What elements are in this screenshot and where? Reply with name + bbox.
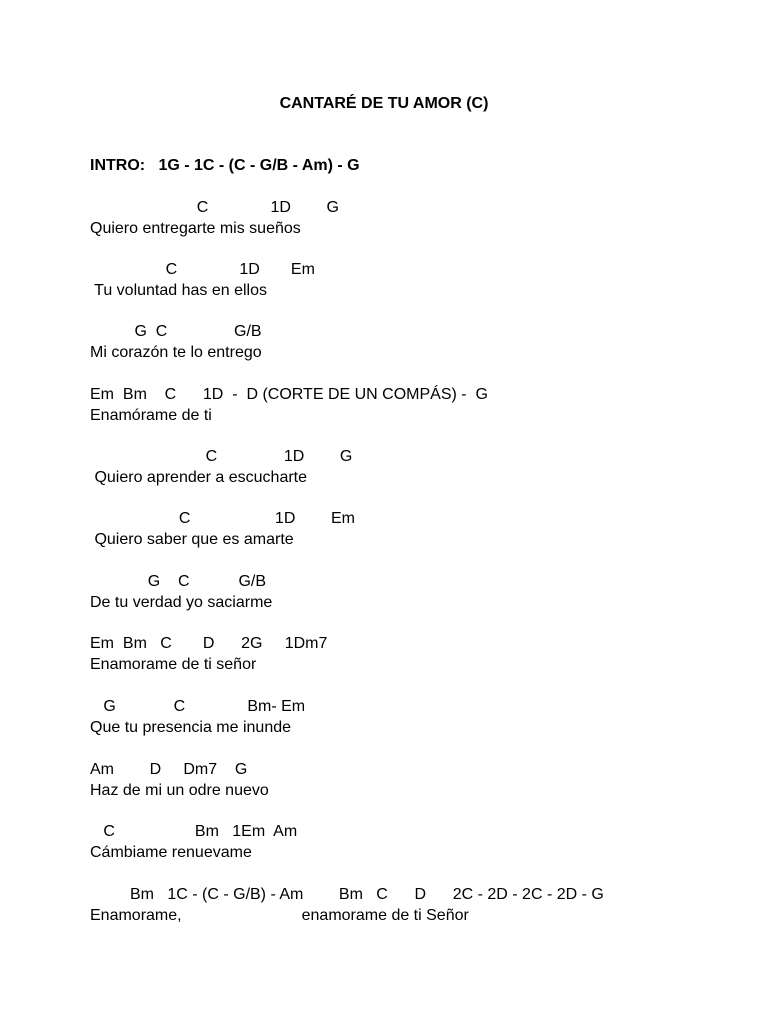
chord-line: Em Bm C D 2G 1Dm7 xyxy=(90,635,328,652)
lyric-line: Enamorame, enamorame de ti Señor xyxy=(90,907,469,924)
song-title: CANTARÉ DE TU AMOR (C) xyxy=(279,95,489,112)
lyric-line: Que tu presencia me inunde xyxy=(90,719,292,736)
intro-line: INTRO: 1G - 1C - (C - G/B - Am) - G xyxy=(90,157,360,174)
chord-line: C 1D G xyxy=(90,448,353,465)
lyric-line: Quiero saber que es amarte xyxy=(90,531,294,548)
lyric-line: Enamorame de ti señor xyxy=(90,656,257,673)
chord-line: Em Bm C 1D - D (CORTE DE UN COMPÁS) - G xyxy=(90,386,488,403)
chord-line: C Bm 1Em Am xyxy=(90,823,298,840)
lyric-line: De tu verdad yo saciarme xyxy=(90,594,273,611)
chord-line: C 1D Em xyxy=(90,510,355,527)
lyric-line: Cámbiame renuevame xyxy=(90,844,252,861)
lyric-line: Enamórame de ti xyxy=(90,407,212,424)
chord-line: C 1D G xyxy=(90,199,339,216)
lyric-line: Tu voluntad has en ellos xyxy=(90,282,268,299)
chord-line: G C G/B xyxy=(90,323,262,340)
chord-line: Am D Dm7 G xyxy=(90,761,248,778)
lyric-line: Quiero entregarte mis sueños xyxy=(90,220,301,237)
lyric-line: Quiero aprender a escucharte xyxy=(90,469,308,486)
lyric-line: Haz de mi un odre nuevo xyxy=(90,782,269,799)
chord-line: G C G/B xyxy=(90,573,267,590)
chord-line: G C Bm- Em xyxy=(90,698,306,715)
chord-line: C 1D Em xyxy=(90,261,315,278)
lyric-line: Mi corazón te lo entrego xyxy=(90,344,262,361)
chord-line: Bm 1C - (C - G/B) - Am Bm C D 2C - 2D - 2C - 2D - G xyxy=(90,886,604,903)
